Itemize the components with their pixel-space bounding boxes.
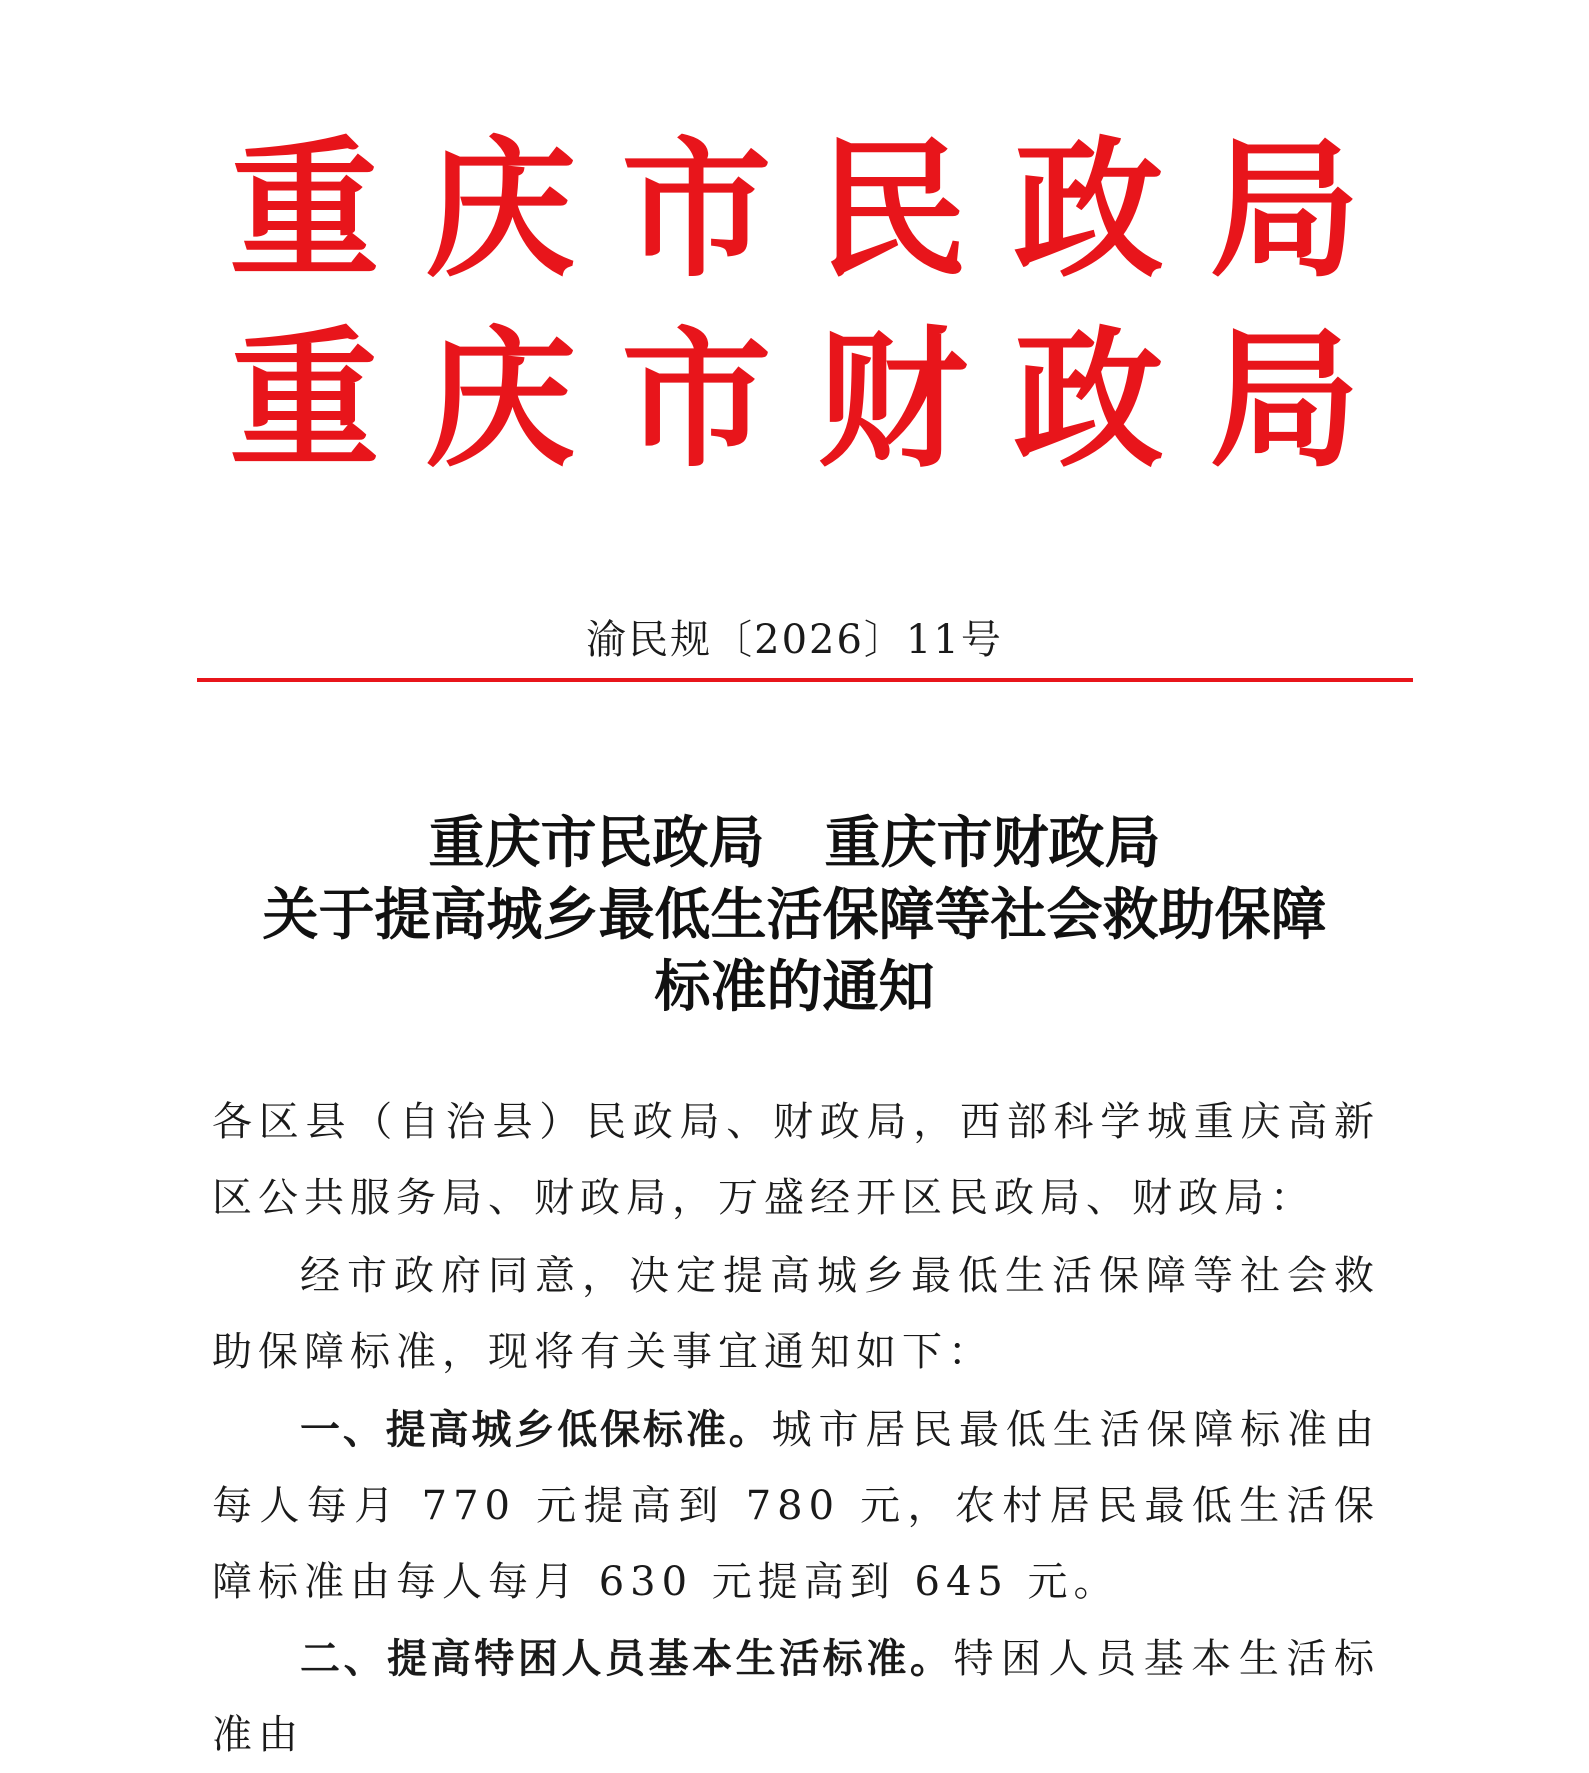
salutation: 各区县（自治县）民政局、财政局，西部科学城重庆高新区公共服务局、财政局，万盛经开区民政局、财政局： <box>212 1099 1380 1221</box>
item-2-paragraph <box>212 1621 1380 1773</box>
intro-paragraph: 经市政府同意，决定提高城乡最低生活保障等社会救助保障标准，现将有关事宜通知如下： <box>212 1253 1380 1375</box>
item-2-text: 特困人员基本生活标准由 <box>212 1636 1381 1758</box>
issuer-header-finance: 重庆市财政局 <box>229 312 1406 488</box>
issuer-header-civil-affairs: 重庆市民政局 <box>229 122 1406 298</box>
item-1-paragraph <box>212 1392 1380 1620</box>
red-divider <box>197 678 1413 682</box>
item-1-heading: 一、提高城乡低保标准。 <box>300 1407 772 1453</box>
item-1-text: 城市居民最低生活保障标准由每人每月 770 元提高到 780 元，农村居民最低生活保障标准由每人每月 630 元提高到 645 元。 <box>212 1407 1381 1605</box>
title-issuers <box>0 808 1589 880</box>
title-subject-end: 标准的通知 <box>654 955 935 1020</box>
document-number: 渝民规〔2026〕11号 <box>586 617 1003 663</box>
item-2-heading: 二、提高特困人员基本生活标准。 <box>300 1636 954 1682</box>
title-issuer-right: 重庆市财政局 <box>824 811 1161 876</box>
title-issuer-left: 重庆市民政局 <box>428 811 765 876</box>
title-subject: 关于提高城乡最低生活保障等社会救助保障 <box>262 883 1327 948</box>
